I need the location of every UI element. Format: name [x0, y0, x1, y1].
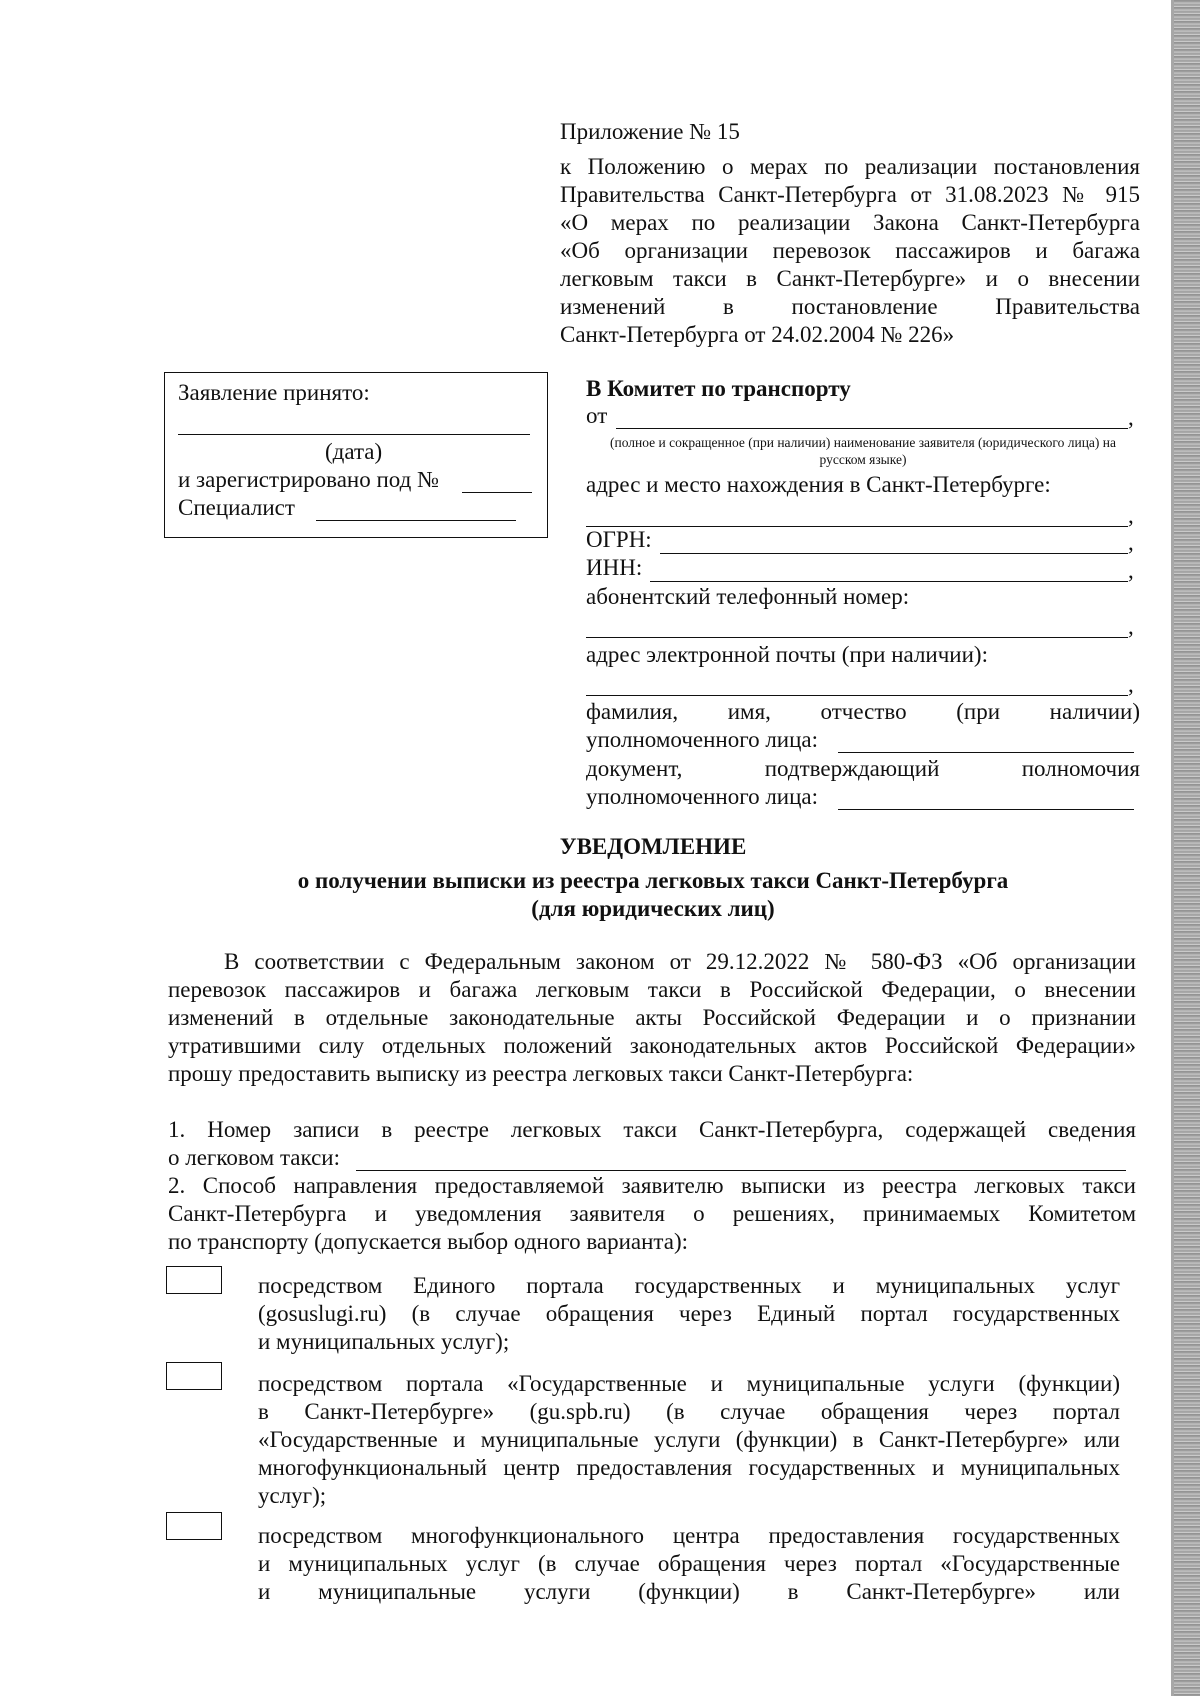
receipt-date-field[interactable]	[178, 434, 530, 435]
appendix-title: Приложение № 15	[560, 119, 740, 144]
comma: ,	[1128, 614, 1134, 639]
appendix-line: «Об организации перевозок пассажиров и багажа	[560, 238, 1140, 263]
receipt-accepted-label: Заявление принято:	[178, 380, 370, 405]
notice-title: УВЕДОМЛЕНИЕ	[559, 834, 747, 859]
comma: ,	[1128, 558, 1134, 583]
receipt-number-field[interactable]	[462, 492, 532, 493]
notice-subtitle-2: (для юридических лиц)	[531, 896, 775, 921]
appendix-line: к Положению о мерах по реализации постановления	[560, 154, 1140, 179]
item2-line: 2. Способ направления предоставляемой заявителю выписки из реестра легковых такси	[168, 1173, 1136, 1198]
body-line: прошу предоставить выписку из реестра легковых такси Санкт-Петербурга:	[168, 1061, 914, 1086]
option-text: в Санкт-Петербурге» (gu.spb.ru) (в случае обращения через портал	[258, 1399, 1120, 1424]
inn-label: ИНН:	[586, 555, 643, 580]
body-line: изменений в отдельные законодательные акты Российской Федерации и о признании	[168, 1005, 1136, 1030]
email-field[interactable]	[586, 695, 1128, 696]
appendix-line: «О мерах по реализации Закона Санкт-Петербурга	[560, 210, 1140, 235]
notice-subtitle: о получении выписки из реестра легковых такси Санкт-Петербурга	[297, 868, 1009, 893]
option-gu-spb-checkbox[interactable]	[166, 1362, 222, 1390]
option-text: (gosuslugi.ru) (в случае обращения через Единый портал государственных	[258, 1301, 1120, 1326]
address-label: адрес и место нахождения в Санкт-Петербурге:	[586, 472, 1051, 497]
body-line: перевозок пассажиров и багажа легковым такси в Российской Федерации, о внесении	[168, 977, 1136, 1002]
comma: ,	[1128, 530, 1134, 555]
rep-name-label: фамилия, имя, отчество (при наличии)	[586, 699, 1140, 724]
email-label: адрес электронной почты (при наличии):	[586, 642, 988, 667]
option-mfc-checkbox[interactable]	[166, 1512, 222, 1540]
ogrn-label: ОГРН:	[586, 527, 652, 552]
receipt-specialist-field[interactable]	[316, 520, 516, 521]
receipt-date-label: (дата)	[325, 439, 383, 464]
addressee-to: В Комитет по транспорту	[586, 376, 851, 401]
option-text: посредством Единого портала государственных и муниципальных услуг	[258, 1273, 1120, 1298]
registry-number-field[interactable]	[356, 1170, 1126, 1171]
phone-field[interactable]	[586, 637, 1128, 638]
rep-doc-field[interactable]	[838, 809, 1134, 810]
option-text: многофункциональный центр предоставления государственных и муниципальных	[258, 1455, 1120, 1480]
comma: ,	[1128, 405, 1134, 430]
receipt-specialist-label: Специалист	[178, 495, 295, 520]
item1-line-2: о легковом такси:	[168, 1145, 340, 1170]
comma: ,	[1128, 503, 1134, 528]
rep-name-field[interactable]	[838, 752, 1134, 753]
applicant-name-hint: (полное и сокращенное (при наличии) наименование заявителя (юридического лица) на русском языке)	[609, 435, 1117, 467]
phone-label: абонентский телефонный номер:	[586, 584, 910, 609]
ogrn-field[interactable]	[660, 553, 1128, 554]
item1-line: 1. Номер записи в реестре легковых такси Санкт-Петербурга, содержащей сведения	[168, 1117, 1136, 1142]
rep-doc-label: документ, подтверждающий полномочия	[586, 756, 1140, 781]
item2-line: Санкт-Петербурга и уведомления заявителя о решениях, принимаемых Комитетом	[168, 1201, 1136, 1226]
option-text: посредством портала «Государственные и муниципальные услуги (функции)	[258, 1371, 1120, 1396]
applicant-name-field[interactable]	[616, 428, 1128, 429]
from-label: от	[586, 403, 608, 428]
option-text: и муниципальных услуг);	[258, 1329, 510, 1354]
body-line: утратившими силу отдельных положений законодательных актов Российской Федерации»	[168, 1033, 1136, 1058]
receipt-registered-label: и зарегистрировано под №	[178, 467, 440, 492]
appendix-line: изменений в постановление Правительства	[560, 294, 1140, 319]
option-text: и муниципальных услуг (в случае обращения через портал «Государственные	[258, 1551, 1120, 1576]
appendix-line: Санкт-Петербурга от 24.02.2004 № 226»	[560, 322, 955, 347]
option-text: посредством многофункционального центра предоставления государственных	[258, 1523, 1120, 1548]
option-text: услуг);	[258, 1483, 327, 1508]
inn-field[interactable]	[650, 581, 1128, 582]
option-text: и муниципальные услуги (функции) в Санкт-Петербурге» или	[258, 1579, 1120, 1604]
body-line: В соответствии с Федеральным законом от 29.12.2022 № 580-ФЗ «Об организации	[224, 949, 1136, 974]
address-field[interactable]	[586, 526, 1128, 527]
item2-line-3: по транспорту (допускается выбор одного варианта):	[168, 1229, 689, 1254]
appendix-line: Правительства Санкт-Петербурга от 31.08.2023 № 915	[560, 182, 1140, 207]
rep-doc-label-2: уполномоченного лица:	[586, 784, 819, 809]
option-gosuslugi-checkbox[interactable]	[166, 1266, 222, 1294]
appendix-line: легковым такси в Санкт-Петербурге» и о внесении	[560, 266, 1140, 291]
comma: ,	[1128, 672, 1134, 697]
rep-name-label-2: уполномоченного лица:	[586, 727, 819, 752]
option-text: «Государственные и муниципальные услуги (функции) в Санкт-Петербурге» или	[258, 1427, 1120, 1452]
